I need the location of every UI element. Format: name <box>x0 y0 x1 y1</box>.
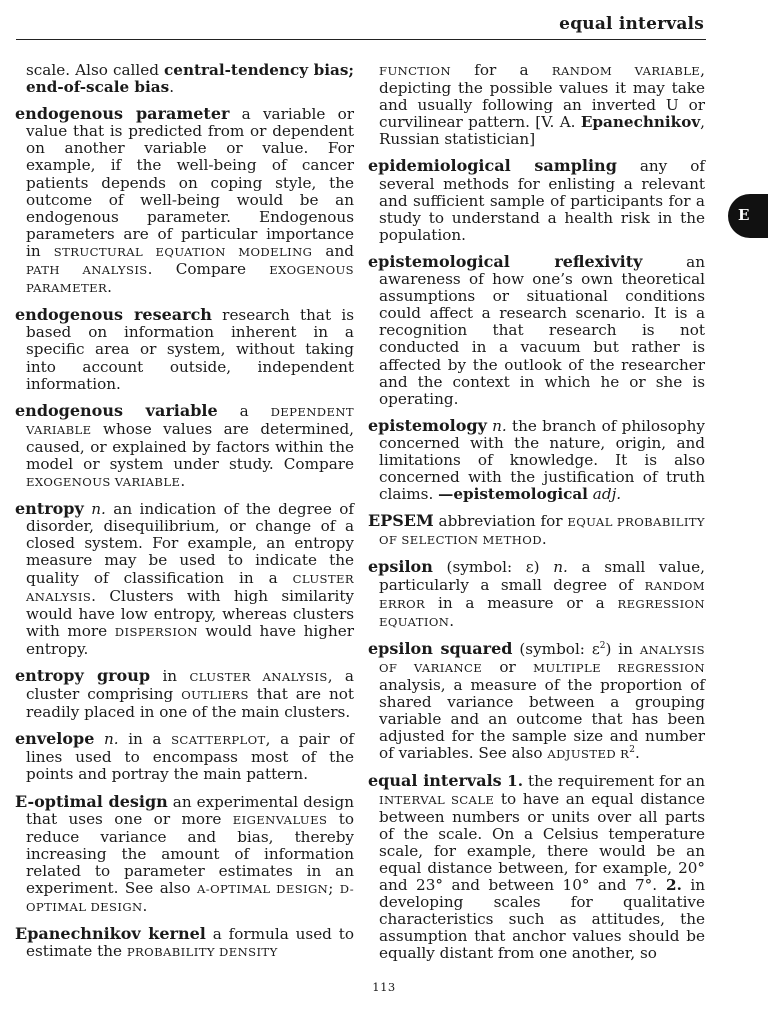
headword: entropy <box>15 499 84 519</box>
headword: epidemiological sampling <box>368 156 617 176</box>
entry-entropy-group: entropy group in CLUSTER ANALYSIS, a cluster comprising OUTLIERS that are not readily placed in one of the main clusters. <box>15 666 354 722</box>
entry-envelope: envelope n. in a SCATTERPLOT, a pair of lines used to encompass most of the points and portray the main pattern. <box>15 729 354 784</box>
entry-epsem: EPSEM abbreviation for EQUAL PROBABILITY OF SELECTION METHOD. <box>368 511 705 549</box>
headword: epistemological reflexivity <box>368 251 643 271</box>
headword: EPSEM <box>368 511 434 531</box>
entry-e-optimal-design: E-optimal design an experimental design that uses one or more EIGENVALUES to reduce variance and bias, thereby increasing the amount of information related to parameter estimates in an experiment. See also A-OPTIMAL DESIGN; D-OPTIMAL DESIGN. <box>15 791 355 916</box>
entry-epsilon-squared: epsilon squared (symbol: $\varepsilon^2$) in ANALYSIS OF VARIANCE or MULTIPLE REGRESSION analysis, a measure of the proportion of shared variance between a grouping variable and an outcome that has been adjusted for the sample size and number of variables. See also ADJUSTED $R^2$. <box>368 638 705 763</box>
headword: endogenous variable <box>15 400 218 420</box>
entry-epidemiological-sampling: epidemiological sampling any of several methods for enlisting a relevant and sufficient sample of participants for a study to understand a health risk in the population. <box>368 156 705 244</box>
entry-epistemological-reflexivity: epistemological reflexivity an awareness of how one’s own theoretical assumptions or situational conditions could affect a research scenario. It is a recognition that research is not conducted in a vacuum but rather is affected by the outlook of the researcher and the context in which he or she is operating. <box>368 251 705 408</box>
right-column <box>368 62 705 972</box>
entry-epsilon: epsilon (symbol: ε) n. a small value, particularly a small degree of RANDOM ERROR in a measure or a REGRESSION EQUATION. <box>368 557 705 630</box>
headword: entropy group <box>15 666 151 685</box>
entry-entropy: entropy n. an indication of the degree of disorder, disequilibrium, or change of a closed system. For example, an entropy measure may be used to indicate the quality of classification in a CLUSTER ANALYSIS. Clusters with high similarity would have low entropy, whereas clusters with more DISPERSION would have higher entropy. <box>15 499 354 658</box>
headword: envelope <box>15 729 95 749</box>
entry-epistemology: epistemology n. the branch of philosophy concerned with the nature, origin, and limitations of knowledge. It is also concerned with the justification of truth claims. —epistemological adj. <box>368 415 705 504</box>
page-number: 113 <box>372 980 396 994</box>
entry-continuation-left: scale. Also called central-tendency bias; end-of-scale bias. <box>26 61 354 97</box>
headword: epistemology <box>368 415 487 435</box>
headword: endogenous research <box>15 305 212 325</box>
entry-endogenous-research: endogenous research research that is based on information inherent in a specific area or system, without taking into account outside, independent information. <box>15 305 354 393</box>
headword: E-optimal design <box>15 791 168 811</box>
headword: equal intervals <box>368 771 502 791</box>
entry-endogenous-parameter: endogenous parameter a variable or value that is predicted from or dependent on another variable or value. For example, if the well-being of cancer patients depends on coping style, the outcome of well-being would be an endogenous parameter. Endogenous parameters are of particular importance in STRUCTURAL EQUATION MODELING and PATH ANALYSIS. Compare EXOGENOUS PARAMETER. <box>15 104 354 297</box>
entry-endogenous-variable: endogenous variable a DEPENDENT VARIABLE whose values are determined, caused, or explained by factors within the model or system under study. Compare EXOGENOUS VARIABLE. <box>15 400 354 491</box>
thumb-index-tab <box>728 194 768 238</box>
headword: epsilon <box>368 557 433 577</box>
headword: endogenous parameter <box>15 104 230 124</box>
entry-continuation-right: FUNCTION for a RANDOM VARIABLE, depicting the possible values it may take and usually following an inverted U or curvilinear pattern. [V. A. Epanechnikov, Russian statistician] <box>379 61 705 149</box>
thumb-index-letter: E <box>738 206 750 224</box>
headword: epsilon squared <box>368 638 513 658</box>
running-head: equal intervals <box>559 14 704 34</box>
entry-epanechnikov-kernel: Epanechnikov kernel a formula used to estimate the PROBABILITY DENSITY <box>15 924 354 961</box>
entry-equal-intervals: equal intervals 1. the requirement for an INTERVAL SCALE to have an equal distance between numbers or units over all parts of the scale. On a Celsius temperature scale, for example, there would be an equal distance between, for example, 20° and 23° and between 10° and 7°. 2. in developing scales for qualitative characteristics such as attitudes, the assumption that anchor values should be equally distant from one another, so <box>368 771 706 963</box>
page-header <box>16 10 706 40</box>
headword: Epanechnikov kernel <box>15 924 206 944</box>
left-column <box>15 62 354 970</box>
